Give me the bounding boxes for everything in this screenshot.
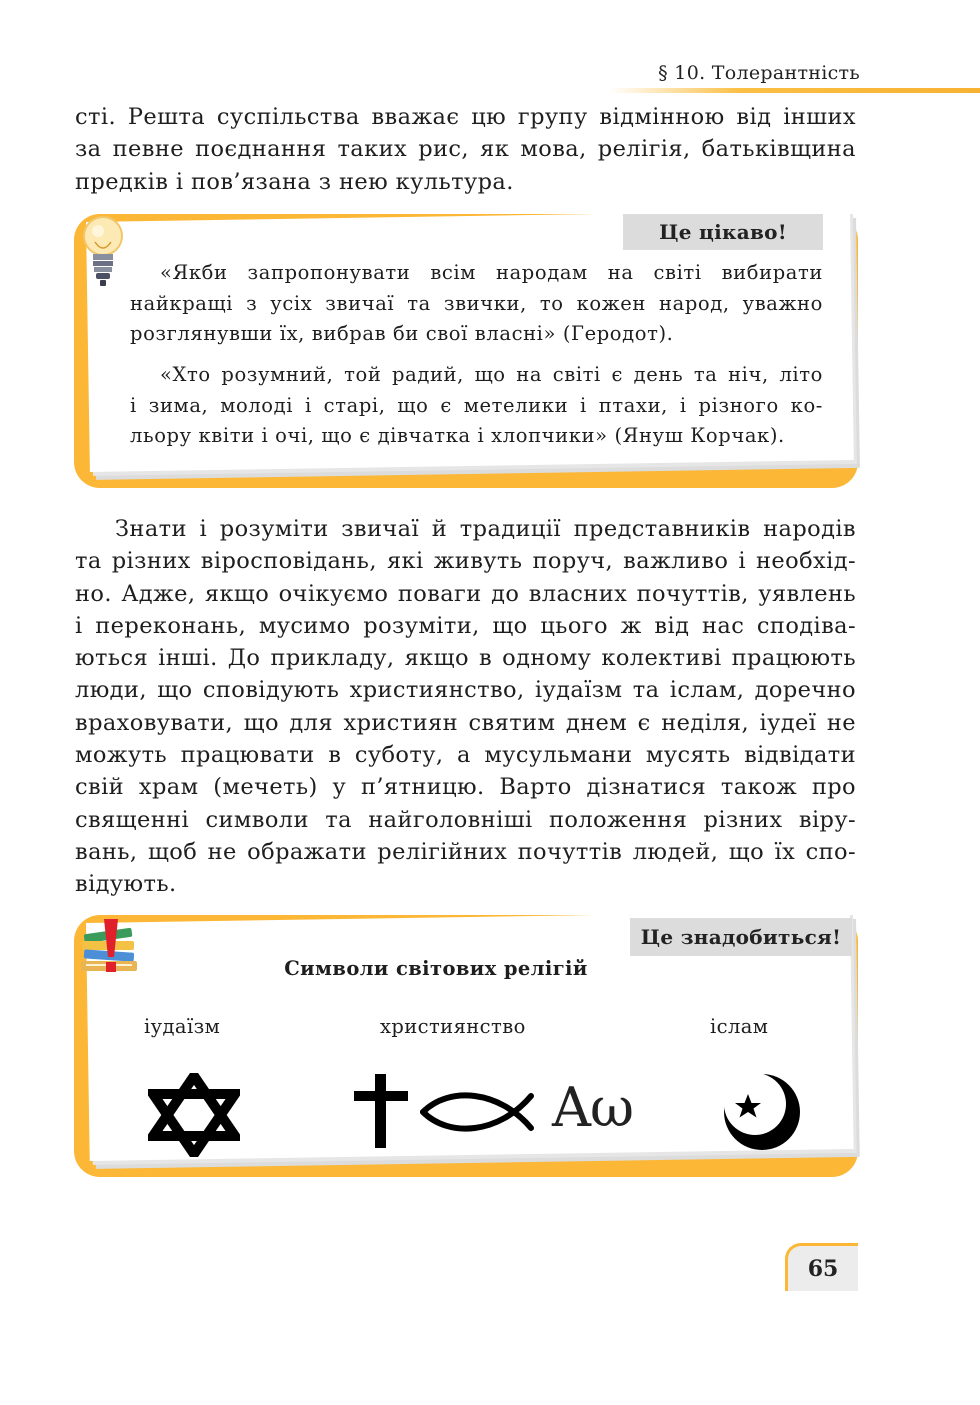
text-line: можуть працювати в суботу, а мусульмани мусять відвідати [75,742,856,769]
page-number: 65 [785,1243,858,1291]
text-line: свій храм (мечеть) у п’ятницю. Варто дізнатися також про [75,774,856,801]
text-line: за певне поєднання таких рис, як мова, релігія, батьківщина [75,136,856,163]
star-of-david-icon [148,1073,240,1157]
crescent-star-icon [720,1070,804,1152]
text-line: но. Адже, якщо очікуємо поваги до власних почуттів, уявлень [75,580,856,607]
useful-tag: Це знадобиться! [630,918,852,956]
text-line: вань, щоб не ображати релігійних почуттів людей, що їх спо- [75,838,856,865]
text-line: «Якби запропонувати всім народам на світі вибирати [160,261,823,284]
text-line: священні символи та найголовніші положення різних віру- [75,806,856,833]
text-line: розглянувши їх, вибрав би свої власні» (Геродот). [130,322,674,345]
text-line: «Хто розумний, той радий, що на світі є день та ніч, літо [160,363,823,386]
symbols-title: Символи світових релігій [284,957,588,980]
ichthys-fish-icon [419,1090,535,1134]
text-line: сті. Решта суспільства вважає цю групу відмінною від інших [75,104,856,130]
cross-icon [352,1072,410,1150]
text-line: і переконань, мусимо розуміти, що цього ж від нас сподіва- [75,612,856,639]
text-line: ються інші. До прикладу, якщо в одному колективі працюють [75,645,856,672]
text-line: предків і пов’язана з нею культура. [75,168,514,195]
religion-label: іудаїзм [144,1015,221,1038]
text-line: люди, що сповідують християнство, іудаїзм та іслам, доречно [75,677,856,704]
main-paragraph [75,513,856,901]
text-line: Знати і розуміти звичаї й традиції представників народів [115,516,856,542]
text-line: та різних віросповідань, які живуть поруч, важливо і необхід- [75,548,856,575]
text-line: найкращі з усіх звичаї та звички, то кожен народ, уважно [130,291,823,315]
interesting-tag: Це цікаво! [623,214,823,250]
alpha-omega-symbol: Aω [552,1076,634,1139]
quote-korczak [130,360,823,452]
interesting-box [74,214,858,488]
section-header: § 10. Толерантність [658,62,860,84]
useful-box [74,915,858,1177]
lightbulb-icon [78,214,128,290]
intro-paragraph [75,101,856,198]
quote-herodotus [130,258,823,350]
religion-label: християнство [380,1015,526,1038]
text-line: враховувати, що для християн святим днем є неділя, іудеї не [75,709,856,736]
text-line: відують. [75,871,177,898]
text-line: льору квіти і очі, що є дівчатка і хлопчики» (Януш Корчак). [130,424,785,447]
religion-label: іслам [710,1015,769,1038]
text-line: і зима, молоді і старі, що є метелики і птахи, і різного ко- [130,393,823,417]
header-rule [610,88,980,93]
